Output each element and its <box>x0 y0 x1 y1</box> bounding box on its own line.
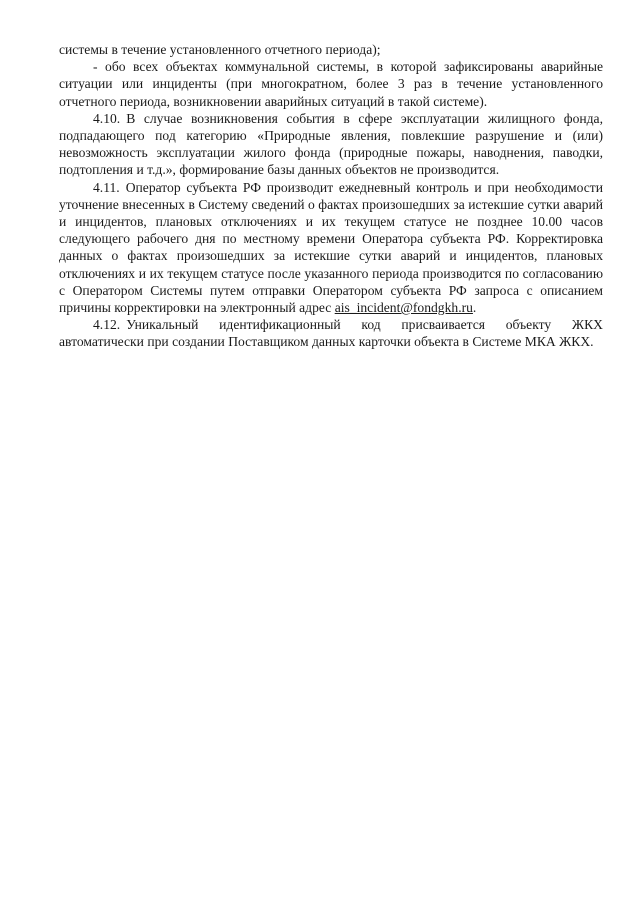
section-number-4-12: 4.12. <box>93 317 121 333</box>
paragraph-list-item: - обо всех объектах коммунальной системы, в которой зафиксированы аварийные ситуации или инциденты (при многократном, более 3 раз в течение установленного отчетного периода, возникновении аварийных ситуаций в такой системе). <box>59 59 603 109</box>
paragraph-continuation: системы в течение установленного отчетного периода); <box>59 42 381 57</box>
paragraph-4-10-text: В случае возникновения события в сфере эксплуатации жилищного фонда, подпадающего под категорию «Природные явления, повлекшие разрушение и (или) невозможность эксплуатации жилого фонда (природные пожары, наводнения, паводки, подтопления и т.д.», формирование базы данных объектов не производится. <box>59 110 603 178</box>
paragraph-4-12 <box>59 316 603 350</box>
section-number-4-11: 4.11. <box>93 179 120 195</box>
email-link[interactable]: ais_incident@fondgkh.ru <box>334 300 473 316</box>
paragraph-4-11-end: . <box>472 300 477 316</box>
paragraph-4-11-text: Оператор субъекта РФ производит ежедневный контроль и при необходимости уточнение внесенных в Систему сведений о фактах произошедших за истекшие сутки аварий и инцидентов, плановых отключениях и их текущем статусе не позднее 10.00 часов следующего рабочего дня по местному времени Оператора субъекта РФ. Корректировка данных о фактах произошедших за истекшие сутки аварий и инцидентов, плановых отключениях и их текущем статусе после указанного периода производится по согласованию с Оператором Системы путем отправки Оператором субъекта РФ запроса с описанием причины корректировки на электронный адрес <box>59 179 603 316</box>
paragraph-4-12-text: Уникальный идентификационный код присваивается объекту ЖКХ автоматически при создании Поставщиком данных карточки объекта в Системе МКА ЖКХ. <box>59 317 603 350</box>
section-number-4-10: 4.10. <box>93 110 121 126</box>
paragraph-4-10 <box>59 110 603 179</box>
paragraph-4-11 <box>59 179 603 317</box>
document-page <box>59 41 603 351</box>
